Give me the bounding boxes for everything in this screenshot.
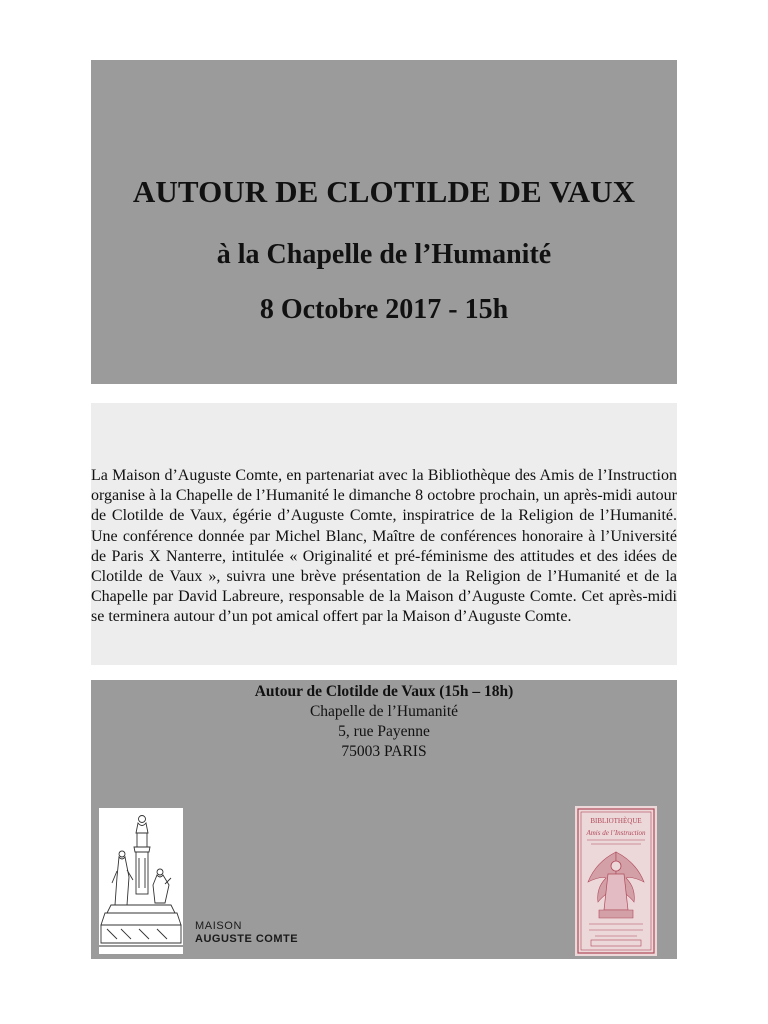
- event-subtitle: à la Chapelle de l’Humanité: [216, 239, 552, 270]
- description-panel: [91, 403, 677, 665]
- event-title: AUTOUR DE CLOTILDE DE VAUX: [132, 174, 636, 209]
- book-top-text: BIBLIOTHÈQUE: [590, 817, 642, 825]
- maison-auguste-comte-logo: [195, 920, 298, 946]
- details-city: 75003 PARIS: [341, 743, 427, 760]
- statue-illustration: [99, 808, 183, 954]
- book-title-text: Amis de l’Instruction: [586, 829, 646, 837]
- title-banner: [91, 60, 677, 384]
- logo-line-2: AUGUSTE COMTE: [195, 933, 299, 945]
- logo-line-1: MAISON: [195, 920, 242, 932]
- details-venue: Chapelle de l’Humanité: [309, 703, 459, 720]
- details-event: Autour de Clotilde de Vaux (15h – 18h): [254, 683, 514, 700]
- description-text: La Maison d’Auguste Comte, en partenariat avec la Bibliothèque des Amis de l’Instruction organise à la Chapelle de l’Humanité le dimanche 8 octobre prochain, un après-midi autour de Clotilde de Vaux, égérie d’Auguste Comte, inspiratrice de la Religion de l’Humanité. Une conférence donnée par Michel Blanc, Maître de conférences honoraire à l’Université de Paris X Nanterre, intitulée « Originalité et pré-féminisme des attitudes et des idées de Clotilde de Vaux », suivra une brève présentation de la Religion de l’Humanité et de la Chapelle par David Labreure, responsable de la Maison d’Auguste Comte. Cet après-midi se terminera autour d’un pot amical offert par la Maison d’Auguste Comte.: [91, 467, 677, 626]
- details-street: 5, rue Payenne: [338, 723, 430, 740]
- event-date: 8 Octobre 2017 - 15h: [259, 294, 509, 325]
- details-panel: [91, 680, 677, 959]
- book-cover-image: [575, 806, 657, 956]
